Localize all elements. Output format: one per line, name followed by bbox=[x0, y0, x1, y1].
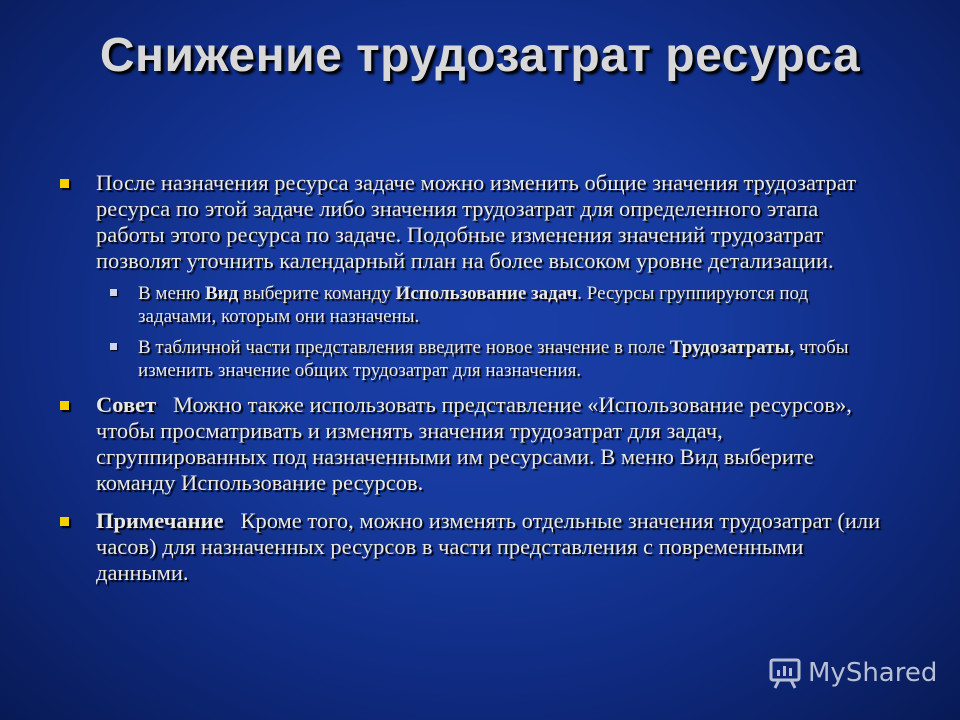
square-bullet-icon bbox=[110, 343, 117, 350]
bullet-item bbox=[58, 392, 888, 496]
sub-text: В табличной части представления введите новое значение в поле bbox=[138, 337, 670, 358]
bullet-item bbox=[58, 170, 888, 382]
square-bullet-icon bbox=[60, 401, 69, 410]
bold-text: Вид bbox=[205, 283, 239, 304]
square-bullet-icon bbox=[110, 289, 117, 296]
bullet-text: Кроме того, можно изменять отдельные значения трудозатрат (или часов) для назначенных ресурсов в части представления с повременными данными. bbox=[96, 508, 886, 585]
sub-bullet-item bbox=[58, 282, 888, 328]
bullet-item bbox=[58, 508, 888, 586]
watermark-text: MyShared bbox=[808, 658, 938, 688]
presentation-board-icon bbox=[768, 656, 802, 690]
bullet-text: После назначения ресурса задаче можно изменить общие значения трудозатрат ресурса по этой задаче либо значения трудозатрат для определенного этапа работы этого ресурса по задаче. Подобные изменения значений трудозатрат позволят уточнить календарный план на более высоком уровне детализации. bbox=[96, 170, 857, 273]
bullet-label: Совет bbox=[96, 392, 157, 417]
slide-content bbox=[58, 170, 888, 598]
sub-text: выберите команду bbox=[238, 283, 396, 304]
bullet-label: Примечание bbox=[96, 508, 224, 533]
bullet-text: Можно также использовать представление «Использование ресурсов», чтобы просматривать и изменять значения трудозатрат для задач, сгруппированных под назначенными им ресурсами. В меню Вид выберите команду Использование ресурсов. bbox=[96, 392, 858, 495]
sub-bullet-list bbox=[58, 282, 888, 382]
sub-bullet-item bbox=[58, 336, 888, 382]
watermark-logo bbox=[768, 656, 937, 690]
square-bullet-icon bbox=[60, 179, 69, 188]
bold-text: Трудозатраты, bbox=[669, 337, 795, 358]
sub-text: чтобы изменить значение общих трудозатрат для назначения. bbox=[138, 337, 849, 381]
bold-text: Использование задач bbox=[395, 283, 578, 304]
square-bullet-icon bbox=[60, 517, 69, 526]
sub-text: . Ресурсы группируются под задачами, которым они назначены. bbox=[138, 283, 809, 327]
sub-text: В меню bbox=[138, 283, 205, 304]
slide-title: Снижение трудозатрат ресурса bbox=[99, 29, 861, 82]
